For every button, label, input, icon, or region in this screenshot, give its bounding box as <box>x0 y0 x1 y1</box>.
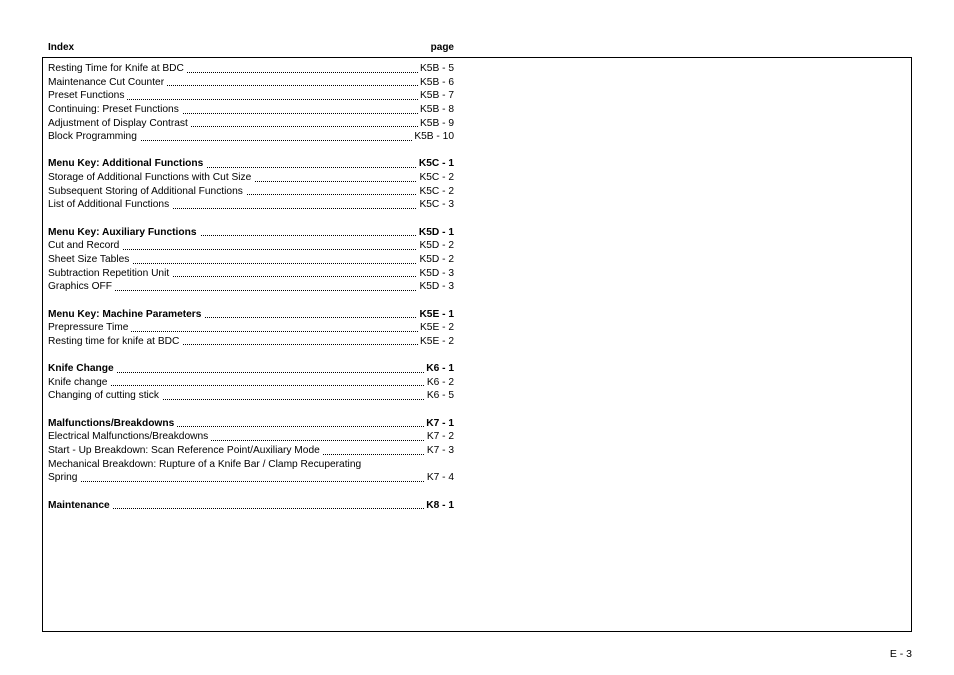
section-spacer <box>48 294 454 308</box>
toc-entry-page: K7 - 3 <box>426 444 454 456</box>
toc-entry-title: Menu Key: Auxiliary Functions <box>48 227 200 238</box>
section-spacer <box>48 348 454 362</box>
toc-entry[interactable] <box>48 471 454 485</box>
toc-entry-page: K6 - 5 <box>426 390 454 402</box>
toc-entry-title: Menu Key: Additional Functions <box>48 158 206 169</box>
toc-entry-page: K5D - 1 <box>418 226 454 238</box>
toc-entry-page: K6 - 2 <box>426 376 454 388</box>
toc-entry-page: K7 - 2 <box>426 431 454 443</box>
toc-section-heading[interactable] <box>48 417 454 431</box>
toc-entry-page: K5B - 8 <box>420 103 454 115</box>
toc-entry-title: Storage of Additional Functions with Cut Size <box>48 172 254 183</box>
toc-entry-page: K5E - 2 <box>420 335 454 347</box>
toc-entry-title: Graphics OFF <box>48 281 115 292</box>
toc-section-heading[interactable] <box>48 226 454 240</box>
toc-entry-page: K5D - 3 <box>419 281 454 293</box>
toc-entry[interactable] <box>48 198 454 212</box>
toc-entry-page: K5B - 5 <box>420 63 454 74</box>
toc-entry-title: Changing of cutting stick <box>48 390 162 401</box>
toc-entry-title: Electrical Malfunctions/Breakdowns <box>48 431 211 442</box>
toc-entry[interactable] <box>48 444 454 458</box>
toc-entry-page: K8 - 1 <box>426 499 454 511</box>
section-spacer <box>48 144 454 158</box>
toc-entry[interactable] <box>48 389 454 403</box>
toc-entry-title: Knife change <box>48 377 110 388</box>
toc-entry-title: Mechanical Breakdown: Rupture of a Knife Bar / Clamp Recuperating <box>48 458 362 470</box>
toc-entry-page: K5D - 2 <box>419 253 454 265</box>
toc-entry-title: Prepressure Time <box>48 322 131 333</box>
toc-entry-title: Sheet Size Tables <box>48 254 132 265</box>
toc-entry-title: Maintenance <box>48 500 113 511</box>
toc-entry-title: Spring <box>48 472 80 483</box>
toc-entry-page: K5B - 7 <box>420 90 454 102</box>
dot-leader <box>48 481 454 482</box>
section-spacer <box>48 403 454 417</box>
toc-section-heading[interactable] <box>48 308 454 322</box>
toc-entry[interactable] <box>48 267 454 281</box>
toc-entry-page: K7 - 4 <box>426 472 454 484</box>
table-of-contents <box>48 62 454 512</box>
toc-entry[interactable] <box>48 89 454 103</box>
toc-entry[interactable] <box>48 103 454 117</box>
page-number: E - 3 <box>889 648 912 660</box>
toc-entry-title: Menu Key: Machine Parameters <box>48 309 204 320</box>
toc-entry-title: Subsequent Storing of Additional Functions <box>48 186 246 197</box>
toc-entry[interactable] <box>48 239 454 253</box>
index-heading: Index <box>48 42 75 53</box>
toc-entry-title: Malfunctions/Breakdowns <box>48 418 177 429</box>
toc-entry-title: Start - Up Breakdown: Scan Reference Point/Auxiliary Mode <box>48 445 323 456</box>
toc-entry-title: Resting Time for Knife at BDC <box>48 63 187 74</box>
toc-entry-page: K7 - 1 <box>426 417 454 429</box>
toc-entry[interactable] <box>48 321 454 335</box>
toc-entry-page: K5B - 9 <box>420 117 454 129</box>
toc-section-heading[interactable] <box>48 362 454 376</box>
toc-entry-page: K5C - 2 <box>419 172 454 184</box>
toc-entry-page: K5D - 3 <box>419 267 454 279</box>
section-spacer <box>48 485 454 499</box>
toc-entry-page: K5B - 10 <box>414 131 454 143</box>
toc-entry[interactable] <box>48 185 454 199</box>
toc-section-heading[interactable] <box>48 157 454 171</box>
toc-entry[interactable] <box>48 76 454 90</box>
toc-entry[interactable] <box>48 62 454 76</box>
toc-entry-title: Preset Functions <box>48 90 127 101</box>
toc-entry[interactable] <box>48 130 454 144</box>
toc-entry-page: K5E - 2 <box>420 322 454 334</box>
toc-entry-page: K5E - 1 <box>419 308 454 320</box>
toc-entry[interactable] <box>48 335 454 349</box>
toc-entry-title: Block Programming <box>48 131 140 142</box>
toc-entry-title: Cut and Record <box>48 240 122 251</box>
toc-entry-title: Continuing: Preset Functions <box>48 104 182 115</box>
toc-entry-title: Adjustment of Display Contrast <box>48 118 191 129</box>
toc-entry-page: K6 - 1 <box>426 363 454 375</box>
toc-entry[interactable] <box>48 253 454 267</box>
toc-entry[interactable] <box>48 117 454 131</box>
toc-entry-page: K5C - 1 <box>418 158 454 170</box>
toc-entry-title: List of Additional Functions <box>48 199 172 210</box>
toc-entry-page: K5D - 2 <box>419 240 454 252</box>
toc-entry-title: Subtraction Repetition Unit <box>48 268 172 279</box>
toc-entry[interactable] <box>48 280 454 294</box>
toc-entry-title: Resting time for knife at BDC <box>48 336 182 347</box>
toc-entry-page: K5C - 3 <box>419 199 454 211</box>
toc-entry[interactable] <box>48 430 454 444</box>
toc-entry[interactable] <box>48 376 454 390</box>
page-column-heading: page <box>430 42 454 53</box>
toc-entry-page: K5B - 6 <box>420 76 454 88</box>
toc-entry-title: Maintenance Cut Counter <box>48 77 167 88</box>
toc-section-heading[interactable] <box>48 499 454 513</box>
toc-entry-page: K5C - 2 <box>419 185 454 197</box>
section-spacer <box>48 212 454 226</box>
toc-entry-title: Knife Change <box>48 363 117 374</box>
toc-entry[interactable] <box>48 171 454 185</box>
toc-entry[interactable] <box>48 458 454 472</box>
